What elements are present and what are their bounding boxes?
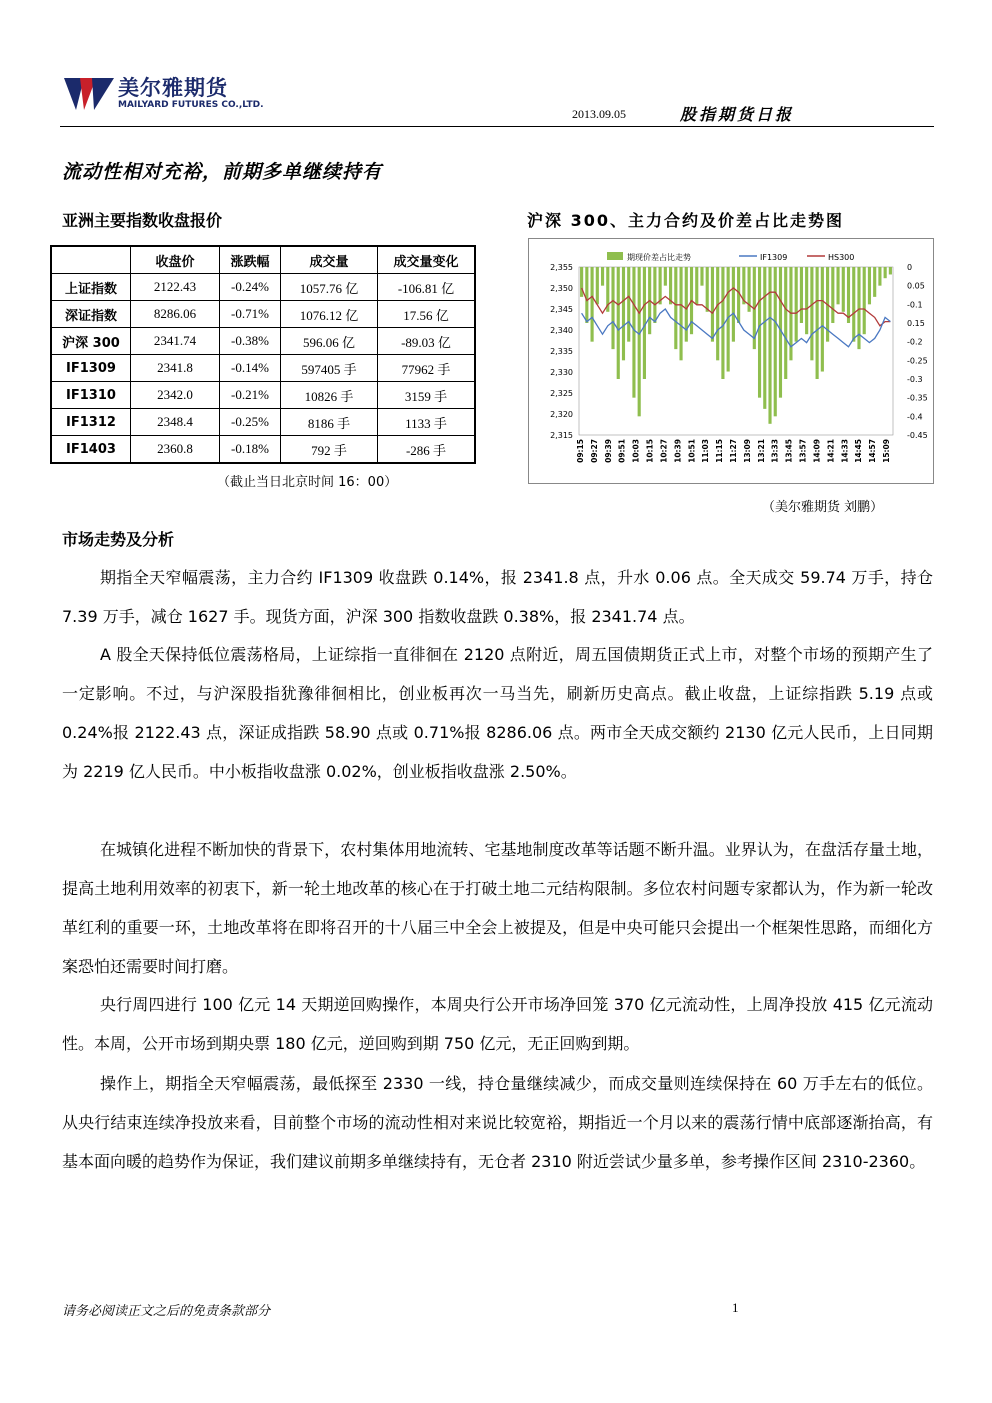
spread-bar <box>795 267 798 342</box>
spread-bar <box>784 267 787 379</box>
table-cell: -0.21% <box>220 382 281 409</box>
column-header <box>51 246 131 274</box>
y-right-tick-label: -0.35 <box>907 393 928 403</box>
x-tick-label: 11:27 <box>729 439 738 463</box>
x-tick-label: 11:15 <box>715 439 725 463</box>
spread-bar <box>638 267 641 416</box>
table-row <box>51 328 475 355</box>
table-cell: 1133 手 <box>378 409 476 436</box>
x-tick-label: 13:45 <box>784 439 794 463</box>
table-row <box>51 301 475 328</box>
x-tick-label: 14:45 <box>854 439 864 463</box>
table-cell: 1057.76 亿 <box>281 274 378 301</box>
table-cell: 8186 手 <box>281 409 378 436</box>
table-cell: 2341.74 <box>131 328 220 355</box>
x-tick-label: 10:39 <box>673 439 683 463</box>
chart-heading: 沪深 300、主力合约及价差占比走势图 <box>527 211 844 230</box>
legend-label-spread: 期现价差占比走势 <box>627 253 691 262</box>
page-title: 流动性相对充裕，前期多单继续持有 <box>62 161 383 183</box>
y-right-tick-label: -0.1 <box>907 300 923 310</box>
y-right-tick-label: -0.45 <box>907 431 928 440</box>
spread-bar <box>669 267 672 304</box>
spread-bar <box>863 267 866 334</box>
table-cell: -0.38% <box>220 328 281 355</box>
table-cell: 597405 手 <box>281 355 378 382</box>
x-tick-label: 10:51 <box>687 439 697 463</box>
spread-bar <box>768 267 771 424</box>
x-tick-label: 14:57 <box>868 439 878 463</box>
analysis-paragraph: 央行周四进行 100 亿元 14 天期逆回购操作，本周央行公开市场净回笼 370 亿元流动性，上周净投放 415 亿元流动性。本周，公开市场到期央票 180 亿元，逆回购到期 750 亿元，无正回购到期。 <box>62 995 933 1053</box>
spread-bar <box>611 267 614 349</box>
spread-bar <box>805 267 808 334</box>
table-cell: 2122.43 <box>131 274 220 301</box>
table-cell: 596.06 亿 <box>281 328 378 355</box>
y-left-tick-label: 2,355 <box>550 263 573 272</box>
column-header: 成交量变化 <box>378 246 476 274</box>
table-row <box>51 409 475 436</box>
x-tick-label: 09:39 <box>603 439 613 463</box>
y-right-tick-label: -0.3 <box>907 375 923 384</box>
x-tick-label: 14:21 <box>826 439 836 463</box>
spread-bar <box>617 267 620 379</box>
spread-chart <box>528 238 934 484</box>
x-tick-label: 10:15 <box>645 439 655 463</box>
spread-bar <box>774 267 777 416</box>
y-left-tick-label: 2,345 <box>550 305 573 314</box>
spread-bar <box>873 267 876 297</box>
table-cell: 792 手 <box>281 436 378 464</box>
disclaimer-note: 请务必阅读正文之后的免责条款部分 <box>62 1304 271 1319</box>
header-divider <box>60 126 934 127</box>
page-number: 1 <box>732 1300 739 1315</box>
x-tick-label: 13:21 <box>756 439 766 463</box>
spread-bar <box>591 267 594 342</box>
legend-swatch-spread <box>607 252 623 260</box>
spread-bar <box>659 267 662 304</box>
y-left-tick-label: 2,325 <box>550 389 573 398</box>
spread-bar <box>596 267 599 304</box>
spread-bar <box>601 267 604 286</box>
spread-bar <box>580 267 583 297</box>
company-logo <box>62 70 312 120</box>
spread-bar <box>868 267 871 304</box>
table-cell: -0.18% <box>220 436 281 464</box>
chart-source: （美尔雅期货 刘鹏） <box>762 500 884 515</box>
y-right-tick-label: 0.05 <box>907 281 925 291</box>
y-left-tick-label: 2,340 <box>550 326 573 335</box>
spread-bar <box>716 267 719 360</box>
row-label: 深证指数 <box>51 301 131 328</box>
plot-area <box>579 267 893 435</box>
x-tick-label: 11:03 <box>701 439 711 463</box>
spread-bar <box>679 267 682 360</box>
row-label: IF1312 <box>51 409 131 436</box>
spread-bar <box>889 267 892 274</box>
spread-bar <box>810 267 813 360</box>
analysis-paragraph: 期指全天窄幅震荡，主力合约 IF1309 收盘跌 0.14%，报 2341.8 点，升水 0.06 点。全天成交 59.74 万手，持仓 7.39 万手，减仓 1627 手。现货方面，沪深 300 指数收盘跌 0.38%，报 2341.74 点。 <box>62 568 933 626</box>
table-cell: 2341.8 <box>131 355 220 382</box>
x-tick-label: 14:33 <box>840 439 850 463</box>
y-right-tick-label: -0.25 <box>907 356 928 366</box>
y-right-tick-label: -0.4 <box>907 412 923 422</box>
table-cell: -89.03 亿 <box>378 328 476 355</box>
legend-label-if1309: IF1309 <box>760 253 788 262</box>
spread-bar <box>800 267 803 323</box>
report-title: 股指期货日报 <box>680 105 795 124</box>
x-tick-label: 09:27 <box>589 439 599 463</box>
table-cell: -286 手 <box>378 436 476 464</box>
spread-bar <box>732 267 735 342</box>
y-right-tick-label: 0.15 <box>907 319 925 328</box>
spread-bar <box>763 267 766 409</box>
column-header: 成交量 <box>281 246 378 274</box>
table-heading: 亚洲主要指数收盘报价 <box>62 211 223 230</box>
analysis-paragraph: A 股全天保持低位震荡格局，上证综指一直徘徊在 2120 点附近，周五国债期货正式上市，对整个市场的预期产生了一定影响。不过，与沪深股指犹豫徘徊相比，创业板再次一马当先，刷新历史高点。截止收盘，上证综指跌 5.19 点或 0.24%报 2122.43 点，深证成指跌 58.90 点或 0.71%报 8286.06 点。两市全天成交额约 2130 亿元人民币，上日同期为 2219 亿人民币。中小板指收盘涨 0.02%，创业板指收盘涨 2.50%。 <box>62 645 933 781</box>
x-tick-label: 13:57 <box>798 439 808 463</box>
x-tick-label: 13:33 <box>770 439 780 463</box>
spread-bar <box>847 267 850 323</box>
table-cell: 3159 手 <box>378 382 476 409</box>
spread-bar <box>852 267 855 342</box>
y-left-tick-label: 2,320 <box>550 410 573 419</box>
report-date: 2013.09.05 <box>572 107 626 121</box>
table-cell: 77962 手 <box>378 355 476 382</box>
table-cell: -0.24% <box>220 274 281 301</box>
spread-bar <box>758 267 761 398</box>
chart-canvas <box>529 239 933 483</box>
table-cell: 1076.12 亿 <box>281 301 378 328</box>
x-tick-label: 14:09 <box>812 439 822 463</box>
spread-bar <box>836 267 839 304</box>
row-label: IF1310 <box>51 382 131 409</box>
table-cell: -0.14% <box>220 355 281 382</box>
spread-bar <box>700 267 703 286</box>
row-label: IF1403 <box>51 436 131 464</box>
table-note: （截止当日北京时间 16：00） <box>217 475 398 490</box>
table-cell: 2342.0 <box>131 382 220 409</box>
y-left-tick-label: 2,335 <box>550 347 573 356</box>
y-left-tick-label: 2,350 <box>550 284 573 293</box>
legend-label-hs300: HS300 <box>828 253 855 262</box>
spread-bar <box>706 267 709 312</box>
spread-bar <box>878 267 881 286</box>
logo-en-text: MAILYARD FUTURES CO.,LTD. <box>118 100 264 110</box>
spread-bar <box>695 267 698 304</box>
x-tick-label: 10:03 <box>631 439 641 463</box>
table-cell: 17.56 亿 <box>378 301 476 328</box>
analysis-paragraph: 操作上，期指全天窄幅震荡，最低探至 2330 一线，持仓量继续减少，而成交量则连续保持在 60 万手左右的低位。从央行结束连续净投放来看，目前整个市场的流动性相对来说比较宽裕，期指近一个月以来的震荡行情中底部逐渐抬高，有基本面向暖的趋势作为保证，我们建议前期多单继续持有，无仓者 2310 附近尝试少量多单，参考操作区间 2310-2360。 <box>62 1074 933 1171</box>
table-row <box>51 382 475 409</box>
logo-mark-icon <box>62 70 116 118</box>
column-header: 收盘价 <box>131 246 220 274</box>
spread-bar <box>627 267 630 342</box>
index-quote-table <box>50 245 476 464</box>
x-tick-label: 10:27 <box>659 439 669 463</box>
table-cell: -0.71% <box>220 301 281 328</box>
spread-bar <box>816 267 819 379</box>
table-cell: 10826 手 <box>281 382 378 409</box>
spread-bar <box>632 267 635 398</box>
x-tick-label: 09:51 <box>617 439 627 463</box>
y-left-tick-label: 2,315 <box>550 431 573 440</box>
table-row <box>51 274 475 301</box>
spread-bar <box>842 267 845 312</box>
analysis-heading: 市场走势及分析 <box>62 530 175 549</box>
spread-bar <box>857 267 860 349</box>
x-tick-label: 13:09 <box>742 439 752 463</box>
y-left-tick-label: 2,330 <box>550 368 573 377</box>
spread-bar <box>585 267 588 323</box>
x-tick-label: 09:15 <box>576 439 585 463</box>
spread-bar <box>674 267 677 349</box>
table-cell: 2348.4 <box>131 409 220 436</box>
table-cell: -106.81 亿 <box>378 274 476 301</box>
spread-bar <box>831 267 834 323</box>
y-right-tick-label: -0.2 <box>907 337 923 347</box>
analysis-paragraph: 在城镇化进程不断加快的背景下，农村集体用地流转、宅基地制度改革等话题不断升温。业界认为，在盘活存量土地，提高土地利用效率的初衷下，新一轮土地改革的核心在于打破土地二元结构限制。多位农村问题专家都认为，作为新一轮改革红利的重要一环，土地改革将在即将召开的十八届三中全会上被提及，但是中央可能只会提出一个框架性思路，而细化方案恐怕还需要时间打磨。 <box>62 840 933 976</box>
table-cell: -0.25% <box>220 409 281 436</box>
spread-bar <box>622 267 625 360</box>
spread-bar <box>664 267 667 286</box>
row-label: IF1309 <box>51 355 131 382</box>
y-right-tick-label: 0 <box>907 263 913 272</box>
spread-bar <box>821 267 824 372</box>
row-label: 上证指数 <box>51 274 131 301</box>
table-cell: 8286.06 <box>131 301 220 328</box>
spread-bar <box>884 267 887 278</box>
column-header: 涨跌幅 <box>220 246 281 274</box>
logo-cn-text: 美尔雅期货 <box>118 76 228 100</box>
table-row <box>51 355 475 382</box>
spread-bar <box>711 267 714 342</box>
row-label: 沪深 300 <box>51 328 131 355</box>
x-tick-label: 15:09 <box>882 439 891 463</box>
table-cell: 2360.8 <box>131 436 220 464</box>
table-header-row <box>51 246 475 274</box>
spread-bar <box>653 267 656 323</box>
table-row <box>51 436 475 464</box>
